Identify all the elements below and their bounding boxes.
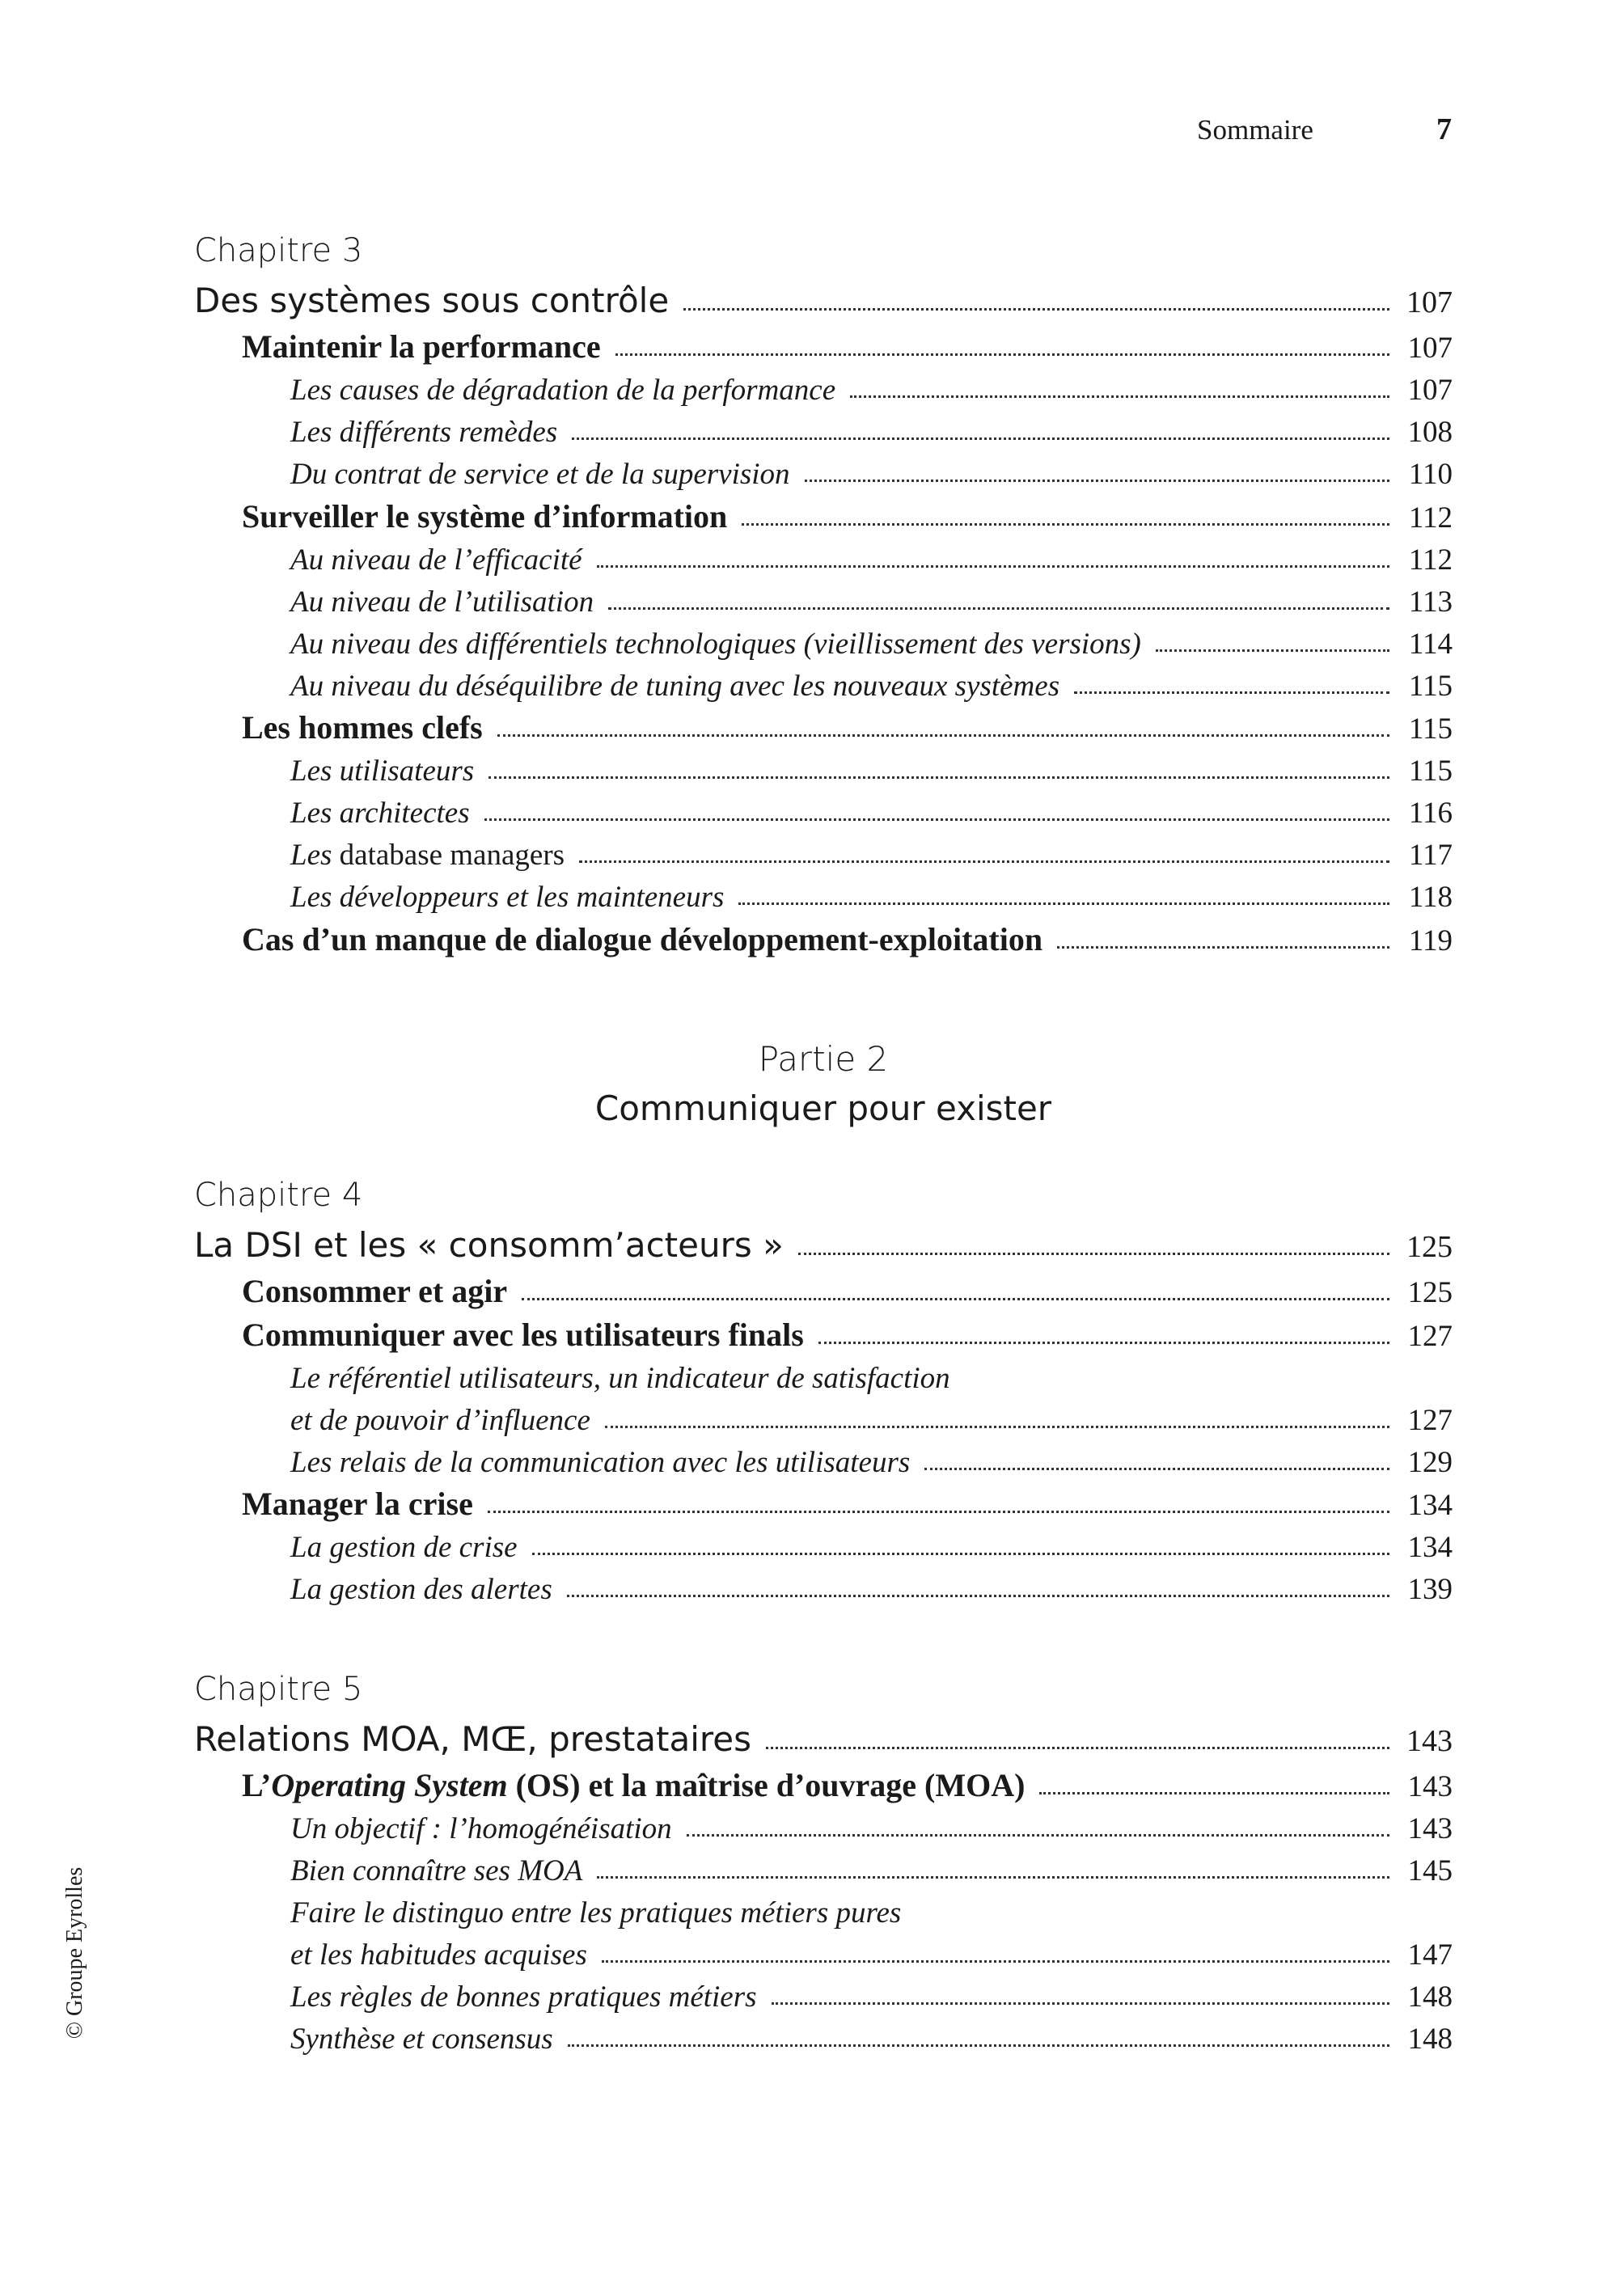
dot-leader	[597, 1876, 1389, 1879]
toc-entry-text: Surveiller le système d’information	[242, 497, 728, 535]
dot-leader	[850, 395, 1389, 398]
toc-subsection-entry[interactable]	[194, 1523, 1453, 1565]
dot-leader	[766, 1747, 1389, 1749]
dot-leader	[742, 523, 1389, 526]
dot-leader	[738, 902, 1389, 905]
toc-entry-text: Au niveau des différentiels technologiques (vieillissement des versions)	[290, 627, 1141, 661]
toc-subsection-entry[interactable]	[194, 1804, 1453, 1846]
part-label: Partie 2	[758, 1039, 889, 1079]
page-number: 7	[1436, 112, 1452, 146]
toc-entry-text: La gestion des alertes	[290, 1573, 552, 1606]
toc-chapter-title[interactable]	[194, 277, 1453, 323]
toc-page-number: 107	[1407, 374, 1453, 407]
toc-section-entry[interactable]	[194, 915, 1453, 958]
toc-page-number: 114	[1408, 627, 1453, 661]
toc-section-entry[interactable]	[194, 1310, 1453, 1354]
toc-subsection-entry[interactable]	[194, 366, 1453, 408]
dot-leader	[605, 1426, 1389, 1428]
dot-leader	[1074, 691, 1389, 694]
toc-entry-text: Communiquer avec les utilisateurs finals	[242, 1316, 804, 1353]
toc-entry-text: Les règles de bonnes pratiques métiers	[290, 1980, 757, 2014]
toc-subsection-entry[interactable]	[194, 619, 1453, 662]
toc-entry-text: Maintenir la performance	[242, 328, 601, 365]
chapter-label: Chapitre 3	[194, 232, 363, 269]
toc-entry-text: Synthèse et consensus	[290, 2023, 553, 2056]
toc-subsection-entry[interactable]	[194, 788, 1453, 831]
chapter-5-section	[194, 1667, 1453, 2056]
toc-entry-text: Au niveau de l’efficacité	[290, 543, 582, 577]
toc-page-number: 143	[1406, 1723, 1453, 1758]
dot-leader	[798, 1253, 1389, 1255]
toc-entry-text: La gestion de crise	[290, 1531, 518, 1564]
toc-entry-text-part: (OS) et la maîtrise d’ouvrage (MOA)	[507, 1767, 1026, 1803]
toc-subsection-entry[interactable]	[194, 831, 1453, 873]
toc-section-entry[interactable]	[194, 1267, 1453, 1311]
toc-subsection-entry[interactable]	[194, 450, 1453, 492]
copyright-text: © Groupe Eyrolles	[62, 1866, 87, 2039]
toc-entry-text-line1: Faire le distinguo entre les pratiques métiers pures	[290, 1896, 902, 1930]
running-header-title: Sommaire	[1197, 114, 1313, 146]
toc-entry-text: Consommer et agir	[242, 1273, 508, 1309]
toc-entry-text: Bien connaître ses MOA	[290, 1854, 583, 1887]
toc-page-number: 143	[1407, 1812, 1453, 1845]
toc-page-number: 125	[1406, 1229, 1453, 1264]
toc-entry-text: Des systèmes sous contrôle	[194, 280, 670, 320]
toc-entry-text: et de pouvoir d’influence	[290, 1403, 590, 1437]
dot-leader	[522, 1298, 1389, 1300]
dot-leader	[488, 776, 1389, 779]
toc-entry-text: Au niveau de l’utilisation	[290, 585, 594, 619]
toc-entry-text: Les développeurs et les mainteneurs	[290, 881, 725, 914]
toc-page-number: 127	[1407, 1319, 1453, 1353]
dot-leader	[772, 2002, 1389, 2005]
toc-chapter-title[interactable]	[194, 1715, 1453, 1761]
toc-entry-text-part: L’	[242, 1767, 272, 1803]
toc-page-number: 127	[1407, 1403, 1453, 1437]
toc-page-number: 115	[1408, 712, 1453, 746]
toc-page-number: 110	[1408, 458, 1453, 491]
chapter-4-section	[194, 1173, 1453, 1607]
toc-entry-text: La DSI et les « consomm’acteurs »	[194, 1224, 784, 1265]
toc-subsection-entry[interactable]	[194, 1846, 1453, 1888]
dot-leader	[1039, 1792, 1389, 1794]
toc-entry-text: Un objectif : l’homogénéisation	[290, 1812, 672, 1845]
toc-entry-text: Relations MOA, MŒ, prestataires	[194, 1718, 751, 1759]
chapter-label: Chapitre 5	[194, 1671, 363, 1708]
dot-leader	[488, 1511, 1389, 1513]
toc-entry-text: Les utilisateurs	[290, 755, 475, 788]
dot-leader	[1156, 649, 1389, 652]
part-title: Communiquer pour exister	[594, 1088, 1052, 1128]
toc-page-number: 119	[1408, 924, 1453, 957]
toc-subsection-entry[interactable]	[194, 746, 1453, 788]
toc-section-entry[interactable]	[194, 1761, 1453, 1805]
toc-subsection-entry[interactable]	[194, 408, 1453, 450]
toc-section-entry[interactable]	[194, 323, 1453, 366]
toc-page-number: 108	[1407, 416, 1453, 449]
toc-entry-text-italic: Operating System	[271, 1767, 508, 1803]
toc-subsection-entry[interactable]	[194, 1438, 1453, 1480]
toc-page-number: 134	[1407, 1489, 1453, 1522]
toc-page-number: 107	[1406, 285, 1453, 319]
dot-leader	[615, 353, 1389, 356]
toc-entry-text	[290, 838, 565, 873]
toc-subsection-entry[interactable]	[194, 662, 1453, 704]
toc-entry-text: Au niveau du déséquilibre de tuning avec les nouveaux systèmes	[290, 669, 1060, 703]
toc-page-number: 115	[1408, 669, 1453, 703]
dot-leader	[572, 437, 1389, 440]
toc-page-number: 125	[1407, 1276, 1453, 1309]
part-heading	[194, 1035, 1453, 1134]
toc-page-number: 117	[1408, 839, 1453, 872]
dot-leader	[597, 565, 1389, 568]
dot-leader	[484, 818, 1389, 821]
toc-subsection-entry[interactable]	[194, 1396, 1453, 1438]
toc-page-number: 113	[1408, 585, 1453, 619]
toc-section-entry[interactable]	[194, 492, 1453, 535]
dot-leader	[687, 1834, 1389, 1837]
running-header	[1197, 112, 1452, 152]
dot-leader	[818, 1342, 1389, 1344]
chapter-label: Chapitre 4	[194, 1177, 363, 1214]
toc-page-number: 145	[1407, 1854, 1453, 1887]
toc-subsection-entry[interactable]	[194, 1930, 1453, 1972]
toc-page-number: 118	[1408, 881, 1453, 914]
toc-page-number: 139	[1407, 1573, 1453, 1606]
toc-entry-text-line1: Le référentiel utilisateurs, un indicateur de satisfaction	[290, 1361, 950, 1395]
toc-entry-text: Les hommes clefs	[242, 709, 483, 746]
dot-leader	[1057, 946, 1389, 949]
toc-entry-text: Du contrat de service et de la supervision	[290, 458, 790, 491]
toc-page-number: 115	[1408, 755, 1453, 788]
dot-leader	[568, 2044, 1389, 2047]
toc-entry-text: Cas d’un manque de dialogue développement-exploitation	[242, 920, 1043, 957]
toc-page-number: 112	[1408, 501, 1453, 535]
dot-leader	[924, 1468, 1389, 1470]
toc-section-entry[interactable]	[194, 1480, 1453, 1524]
toc-page-number: 148	[1407, 2023, 1453, 2056]
toc-section-entry[interactable]	[194, 704, 1453, 747]
chapter-3-section	[194, 228, 1453, 958]
toc-subsection-entry[interactable]	[194, 2014, 1453, 2056]
toc-entry-text: Manager la crise	[242, 1486, 473, 1522]
dot-leader	[497, 734, 1389, 737]
toc-subsection-entry[interactable]	[194, 873, 1453, 915]
toc-subsection-entry[interactable]	[194, 535, 1453, 577]
toc-entry-text-italic: Les	[290, 839, 332, 872]
toc-chapter-title[interactable]	[194, 1221, 1453, 1267]
toc-page-number: 143	[1407, 1770, 1453, 1803]
dot-leader	[579, 860, 1389, 863]
toc-entry-text-roman: database managers	[339, 839, 565, 872]
dot-leader	[532, 1553, 1389, 1555]
toc-subsection-entry[interactable]	[194, 577, 1453, 619]
dot-leader	[608, 607, 1389, 610]
toc-page-number: 112	[1408, 543, 1453, 577]
toc-page-number: 134	[1407, 1531, 1453, 1564]
toc-page-number: 116	[1408, 797, 1453, 830]
toc-entry-text: Les causes de dégradation de la performance	[290, 374, 836, 407]
toc-entry-text: et les habitudes acquises	[290, 1938, 587, 1972]
toc-entry-text: Les différents remèdes	[290, 416, 558, 449]
dot-leader	[602, 1960, 1389, 1963]
toc-subsection-entry[interactable]	[194, 1565, 1453, 1607]
toc-page-number: 107	[1407, 332, 1453, 365]
dot-leader	[567, 1595, 1389, 1597]
toc-entry-text: Les relais de la communication avec les utilisateurs	[290, 1445, 911, 1479]
toc-page-number: 129	[1407, 1445, 1453, 1479]
dot-leader	[683, 308, 1389, 311]
toc-page-number: 147	[1407, 1938, 1453, 1972]
toc-page-number: 148	[1407, 1980, 1453, 2014]
toc-subsection-entry[interactable]	[194, 1972, 1453, 2014]
toc-entry-text	[242, 1766, 1025, 1804]
dot-leader	[805, 480, 1389, 482]
toc-entry-text: Les architectes	[290, 797, 470, 830]
